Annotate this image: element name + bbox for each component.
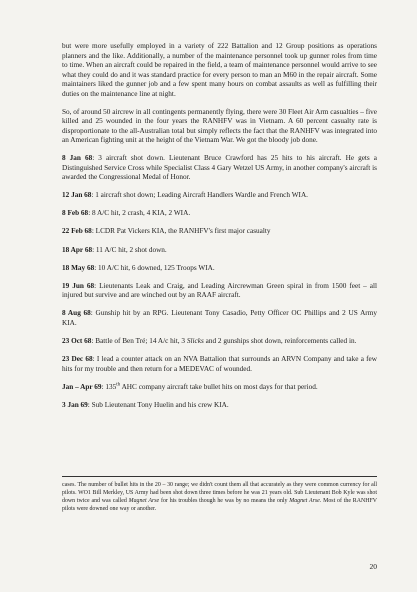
entry-text: : Gunship hit by an RPG. Lieutenant Tony Casadio, Petty Officer OC Phillips and 2 US Army KIA.	[62, 309, 377, 327]
chronology-entry	[62, 209, 377, 219]
entry-text: : I lead a counter attack on an NVA Battalion that surrounds an ARVN Company and take a few hits for my trouble and then return for a MEDEVAC of wounded.	[62, 355, 377, 373]
chronology-entry	[62, 246, 377, 256]
entry-text: : 10 A/C hit, 6 downed, 125 Troops WIA.	[94, 263, 215, 272]
footnote-text: cases. The number of bullet hits in the 20 – 30 range; we didn't count them all that accurately as they were common currency for all pilots. WO1 Bill Merkley, US Army had been shot down three times before he was 21 years old. Sub Lieutenant Bob Kyle was shot down twice and was called	[62, 482, 377, 505]
entry-date: 8 Aug 68	[62, 309, 91, 318]
entry-text: : 1 aircraft shot down; Leading Aircraft Handlers Wardle and French WIA.	[91, 191, 308, 200]
entry-text: : LCDR Pat Vickers KIA, the RANHFV's first major casualty	[91, 227, 271, 236]
entry-date: 23 Oct 68	[62, 336, 92, 345]
footnote-divider	[62, 476, 377, 477]
entry-date: 18 May 68	[62, 263, 95, 272]
chronology-entry	[62, 191, 377, 201]
chronology-entry	[62, 227, 377, 237]
entry-text-italic: Slicks	[186, 336, 204, 345]
entry-text: : 135	[101, 382, 117, 391]
chronology-entry	[62, 337, 377, 347]
entry-date: 3 Jan 69	[62, 400, 88, 409]
entry-date: 23 Dec 68	[62, 355, 93, 364]
entry-date: 22 Feb 68	[62, 227, 92, 236]
page-number: 20	[369, 562, 377, 571]
body-text	[62, 42, 377, 410]
chronology-entry	[62, 309, 377, 328]
footnote-text: . Most of the RANHFV pilots were downed one way or another.	[62, 498, 377, 513]
entry-date: 12 Jan 68	[62, 191, 92, 200]
chronology-entry	[62, 401, 377, 411]
entry-text: : Lieutenants Leak and Craig, and Leading Aircrewman Green spiral in from 1500 feet – all injured but survive and are winched out by an RAAF aircraft.	[62, 281, 377, 300]
chronology-entry	[62, 264, 377, 274]
footnote-text-italic: Magnet Arse	[128, 498, 160, 505]
footnote	[62, 481, 377, 513]
footnote-text: for his troubles though he was by no means the only	[159, 498, 290, 505]
entry-date: 8 Feb 68	[62, 209, 89, 218]
paragraph: So, of around 50 aircrew in all contingents permanently flying, there were 30 Fleet Air Arm casualties – five killed and 25 wounded in the four years the RANHFV was in Vietnam. A 60 percent casualty rate is disproportionate to the all-Australian total but simply reflects the fact that the RANHFV was integrated into an American fighting unit at the height of the Vietnam War. We got the bloody job done.	[62, 107, 377, 145]
entry-text: and 2 gunships shot down, reinforcements called in.	[203, 336, 357, 345]
entry-text: : 11 A/C hit, 2 shot down.	[92, 245, 167, 254]
chronology-entry	[62, 383, 377, 393]
entry-date: Jan – Apr 69	[62, 382, 102, 391]
chronology-entry	[62, 355, 377, 374]
superscript: th	[116, 382, 121, 388]
entry-text: : 3 aircraft shot down. Lieutenant Bruce Crawford has 25 hits to his aircraft. He gets a Distinguished Service Cross while Specialist Class 4 Gary Wetzel US Army, in another company's aircraft is awarded the Congressional Medal of Honor.	[62, 154, 377, 182]
entry-text: : Sub Lieutenant Tony Huelin and his crew KIA.	[87, 400, 229, 409]
chronology-entry	[62, 282, 377, 301]
footnote-text-italic: Magnet Arse	[289, 498, 320, 505]
chronology-entry	[62, 154, 377, 183]
entry-date: 8 Jan 68	[62, 154, 93, 163]
paragraph: but were more usefully employed in a variety of 222 Battalion and 12 Group positions as operations planners and the like. Additionally, a number of the maintenance personnel took up gunner roles from time to time. When an aircraft could be repaired in the field, a team of maintenance personnel would arrive to see what they could do and it was standard practice for every person to man an M60 in the repair aircraft. Some maintainers liked the gunner job and a few spent many hours on combat assaults as well as fulfilling their duties on the maintenance line at night.	[62, 42, 377, 98]
entry-date: 18 Apr 68	[62, 245, 93, 254]
entry-date: 19 Jun 68	[62, 281, 95, 290]
entry-text: : Battle of Ben Tré; 14 A/c hit, 3	[91, 336, 187, 345]
entry-text: AHC company aircraft take bullet hits on most days for that period.	[120, 382, 318, 391]
entry-text: : 8 A/C hit, 2 crash, 4 KIA, 2 WIA.	[88, 209, 191, 218]
